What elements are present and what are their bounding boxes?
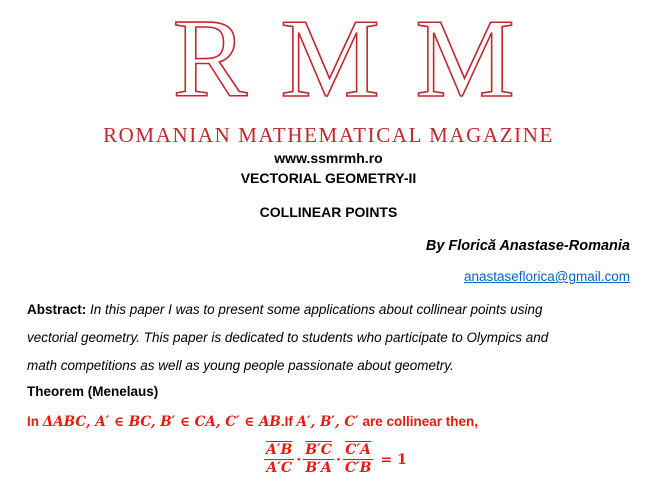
logo-letter-m-1: M [280,8,380,108]
formula-rhs: = 1 [380,451,407,468]
fraction-3-numerator: C′A [345,442,371,458]
abstract-line-2: vectorial geometry. This paper is dedicated to students who participate to Olympics and [27,330,549,345]
author-byline: By Florică Anastase-Romania [425,238,630,254]
fraction-1 [264,442,294,477]
fraction-1-numerator: A′B [266,442,293,458]
multiply-operator-1: · [296,451,302,468]
abstract-line-1 [27,296,632,324]
statement-prefix: In [27,414,43,429]
abstract-line-3: math competitions as well as young people passionate about geometry. [27,358,454,373]
theorem-statement [27,414,478,430]
fraction-2-numerator: B′C [305,442,332,458]
statement-suffix: are collinear then, [358,414,478,429]
menelaus-formula [263,442,407,477]
statement-mid: .If [280,414,297,429]
abstract-text-1: In this paper I was to present some applications about collinear points using [90,302,543,317]
abstract [27,296,632,380]
logo-letter-r: R [172,8,248,108]
website-url[interactable]: www.ssmrmh.ro [274,150,383,166]
logo-letter-m-2: M [415,8,515,108]
abstract-label: Abstract: [27,302,87,317]
theorem-heading: Theorem (Menelaus) [27,384,159,399]
multiply-operator-2: · [335,451,341,468]
fraction-2 [303,442,334,477]
rmm-logo [0,8,657,108]
magazine-name: ROMANIAN MATHEMATICAL MAGAZINE [103,123,554,147]
fraction-3-denominator: C′B [344,460,372,476]
article-title: COLLINEAR POINTS [259,204,398,220]
statement-points: A′, B′, C′ [296,414,359,430]
statement-hypothesis: ΔABC, A′ ∈ BC, B′ ∈ CA, C′ ∈ AB [42,414,281,430]
fraction-2-denominator: B′A [305,460,332,476]
fraction-3 [343,442,374,477]
author-email-link[interactable]: anastaseflorica@gmail.com [463,269,630,284]
fraction-1-denominator: A′C [266,460,293,476]
series-title: VECTORIAL GEOMETRY-II [240,170,417,186]
